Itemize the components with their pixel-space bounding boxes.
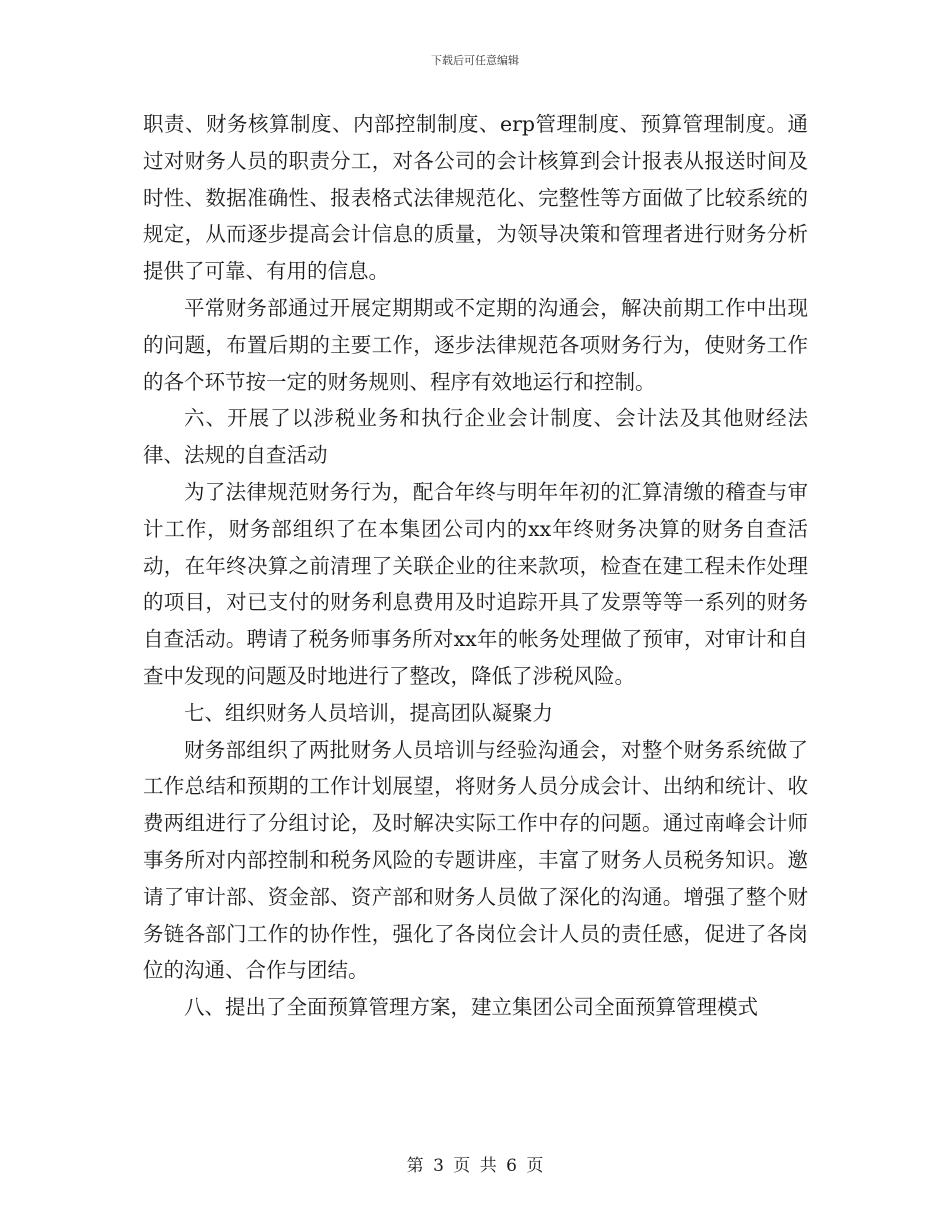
page-number-footer: 第 3 页 共 6 页 (406, 1156, 544, 1176)
section-heading-7: 七、组织财务人员培训，提高团队凝聚力 (184, 700, 553, 725)
section-heading-8: 八、提出了全面预算管理方案，建立集团公司全面预算管理模式 (184, 995, 758, 1020)
section-heading-6: 六、开展了以涉税业务和执行企业会计制度、会计法及其他财经法律、法规的自查活动 (143, 406, 808, 468)
paragraph-2: 平常财务部通过开展定期期或不定期的沟通会，解决前期工作中出现的问题，布置后期的主要工作，逐步法律规范各项财务行为，使财务工作的各个环节按一定的财务规则、程序有效地运行和控制。 (143, 295, 808, 394)
document-body (143, 106, 808, 1026)
page-header: 下载后可任意编辑 (431, 54, 519, 67)
paragraph-1: 职责、财务核算制度、内部控制制度、erp管理制度、预算管理制度。通过对财务人员的职责分工，对各公司的会计核算到会计报表从报送时间及时性、数据准确性、报表格式法律规范化、完整性等方面做了比较系统的规定，从而逐步提高会计信息的质量，为领导决策和管理者进行财务分析提供了可靠、有用的信息。 (143, 112, 808, 284)
paragraph-4: 财务部组织了两批财务人员培训与经验沟通会，对整个财务系统做了工作总结和预期的工作计划展望，将财务人员分成会计、出纳和统计、收费两组进行了分组讨论，及时解决实际工作中存的问题。通过南峰会计师事务所对内部控制和税务风险的专题讲座，丰富了财务人员税务知识。邀请了审计部、资金部、资产部和财务人员做了深化的沟通。增强了整个财务链各部门工作的协作性，强化了各岗位会计人员的责任感，促进了各岗位的沟通、合作与团结。 (143, 737, 808, 983)
paragraph-3: 为了法律规范财务行为，配合年终与明年年初的汇算清缴的稽查与审计工作，财务部组织了在本集团公司内的xx年终财务决算的财务自查活动，在年终决算之前清理了关联企业的往来款项，检查在建工程未作处理的项目，对已支付的财务利息费用及时追踪开具了发票等等一系列的财务自查活动。聘请了税务师事务所对xx年的帐务处理做了预审，对审计和自查中发现的问题及时地进行了整改，降低了涉税风险。 (143, 479, 808, 688)
